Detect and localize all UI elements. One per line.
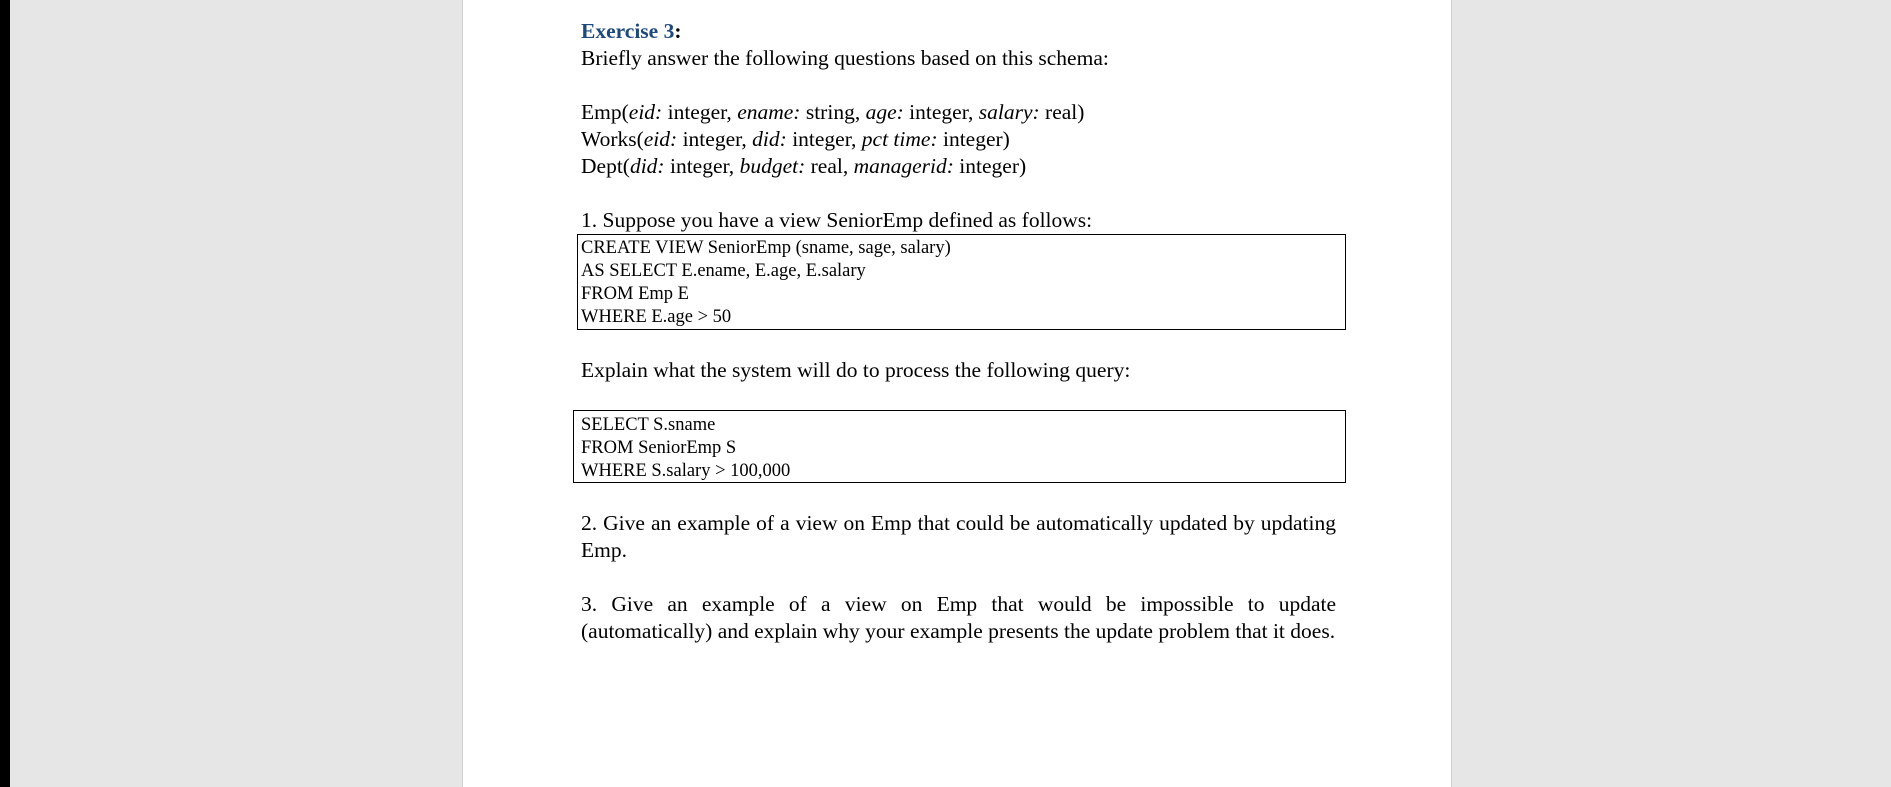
sql-line: SELECT S.sname [581, 415, 716, 435]
schema-emp [581, 99, 1343, 126]
blank-line [581, 72, 1343, 99]
blank-line [581, 564, 1343, 591]
sql-line: FROM Emp E [581, 284, 689, 304]
document-content [581, 18, 1343, 645]
sql-line: FROM SeniorEmp S [581, 438, 737, 458]
attribute-name: eid: [628, 100, 663, 124]
schema-dept [581, 153, 1343, 180]
view-definition-box [577, 234, 1346, 330]
attribute-type: integer, [903, 100, 979, 124]
intro-text: Briefly answer the following questions based on this schema: [581, 46, 1109, 70]
attribute-name: ename: [737, 100, 801, 124]
attribute-type: integer, [677, 127, 753, 151]
sql-line: WHERE S.salary > 100,000 [581, 461, 791, 481]
attribute-type: integer, [662, 100, 738, 124]
document-page [462, 0, 1452, 787]
attribute-type: string, [800, 100, 866, 124]
attribute-name: pct time: [861, 127, 938, 151]
window-left-edge [0, 0, 10, 787]
sql-line: AS SELECT E.ename, E.age, E.salary [581, 261, 866, 281]
blank-line [581, 330, 1343, 357]
attribute-name: managerid: [853, 154, 954, 178]
question-3: 3. Give an example of a view on Emp that would be impossible to update (automatically) and explain why your example presents the update problem that it does. [581, 592, 1336, 643]
attribute-name: did: [752, 127, 787, 151]
exercise-title-colon: : [674, 19, 682, 43]
attribute-type: integer, [664, 154, 740, 178]
explain-text: Explain what the system will do to process the following query: [581, 358, 1131, 382]
question-2: 2. Give an example of a view on Emp that could be automatically updated by updating Emp. [581, 511, 1336, 562]
sql-line: CREATE VIEW SeniorEmp (sname, sage, salary) [581, 238, 951, 258]
query-box [573, 410, 1346, 483]
schema-works [581, 126, 1343, 153]
relation-name: Dept( [581, 154, 630, 178]
exercise-title: Exercise 3 [581, 19, 675, 43]
attribute-type: integer) [937, 127, 1010, 151]
relation-name: Works( [581, 127, 644, 151]
attribute-name: budget: [739, 154, 806, 178]
exercise-heading [581, 18, 1343, 45]
blank-line [581, 483, 1343, 510]
sql-line: WHERE E.age > 50 [581, 307, 732, 327]
attribute-name: did: [629, 154, 665, 178]
attribute-name: age: [865, 100, 904, 124]
attribute-name: salary: [978, 100, 1040, 124]
attribute-type: integer) [953, 154, 1027, 178]
attribute-type: real) [1039, 100, 1085, 124]
blank-line [581, 180, 1343, 207]
relation-name: Emp( [581, 100, 629, 124]
attribute-type: real, [805, 154, 854, 178]
blank-line [581, 384, 1343, 410]
question-1: 1. Suppose you have a view SeniorEmp defined as follows: [581, 208, 1093, 232]
attribute-type: integer, [786, 127, 862, 151]
attribute-name: eid: [643, 127, 678, 151]
